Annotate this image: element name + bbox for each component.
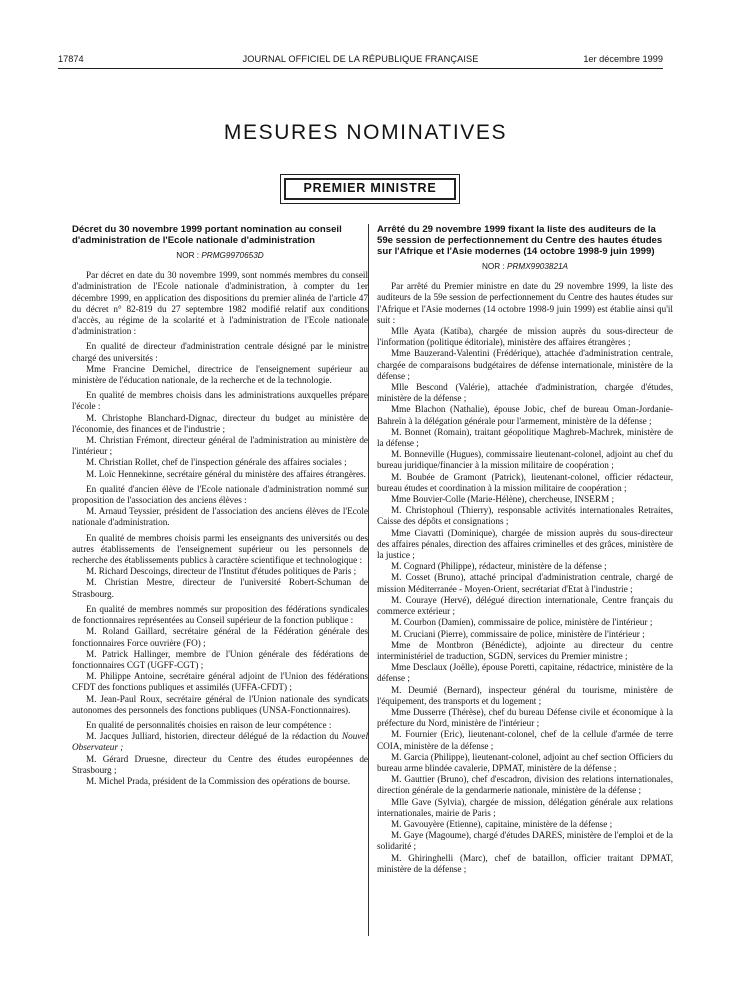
list-item: Mme Dusserre (Thérèse), chef du bureau Défense civile et économique à la préfecture du Nord, ministère de l'intérieur ; <box>377 706 673 729</box>
right-column <box>377 224 673 875</box>
list-item: M. Courbon (Damien), commissaire de police, ministère de l'intérieur ; <box>391 617 653 628</box>
list-item: M. Ghiringhelli (Marc), chef de bataillon, officier traitant DPMAT, ministère de la défense ; <box>377 852 673 874</box>
list-item: Mme Blachon (Nathalie), épouse Jobic, chef de bureau Oman-Jordanie-Bahreïn à la délégation générale pour l'armement, ministère de la défense ; <box>377 404 673 426</box>
list-item: Mlle Gave (Sylvia), chargée de mission, délégation générale aux relations internationales, mairie de Paris ; <box>377 796 673 818</box>
ministry-box <box>280 174 460 204</box>
paragraph: M. Christian Rollet, chef de l'inspection générale des affaires sociales ; <box>86 457 347 468</box>
paragraph: En qualité de membres choisis dans les administrations auxquelles prépare l'école : <box>72 390 368 412</box>
paragraph: Par arrêté du Premier ministre en date du 29 novembre 1999, la liste des auditeurs de la 59e session de perfectionnement du Centre des hautes études sur l'Afrique et l'Asie modernes (14 octobre 1998-9 juin 1999) est établie ainsi qu'il suit : <box>377 281 673 325</box>
nor-code: PRMX9903821A <box>507 262 569 271</box>
paragraph: M. Loïc Hennekinne, secrétaire général du ministère des affaires étrangères. <box>86 468 366 479</box>
list-item: M. Bonnet (Romain), traitant géopolitique Maghreb-Machrek, ministère de la défense ; <box>377 426 673 449</box>
page-header <box>58 54 663 68</box>
paragraph: M. Philippe Antoine, secrétaire général adjoint de l'Union des fédérations CFDT des fonctions publiques et assimilés (UFFA-CFDT) ; <box>72 671 368 693</box>
journal-title: JOURNAL OFFICIEL DE LA RÉPUBLIQUE FRANÇAISE <box>242 54 479 64</box>
list-item: M. Gaye (Magoume), chargé d'études DARES, ministère de l'emploi et de la solidarité ; <box>377 830 673 852</box>
decree-title: Décret du 30 novembre 1999 portant nomination au conseil d'administration de l'Ecole nationale d'administration <box>72 224 342 246</box>
list-item: Mme Ciavatti (Dominique), chargée de mission auprès du sous-directeur des affaires pénales, direction des affaires criminelles et des grâces, ministère de la justice ; <box>377 527 673 561</box>
paragraph: M. Roland Gaillard, secrétaire général de la Fédération générale des fonctionnaires Force ouvrière (FO) ; <box>72 626 368 648</box>
paragraph: Par décret en date du 30 novembre 1999, sont nommés membres du conseil d'administration de l'Ecole nationale d'administration, à compter du 1er décembre 1999, en application des dispositions du premier alinéa de l'article 47 du décret n° 82-819 du 27 septembre 1982 modifié relatif aux conditions d'accès, au régime de la scolarité et à l'administration de l'Ecole nationale d'administration : <box>72 270 368 337</box>
nor-reference <box>72 250 368 261</box>
ministry-box-label: PREMIER MINISTRE <box>284 178 456 200</box>
list-item: M. Gavouyère (Etienne), capitaine, ministère de la défense ; <box>391 818 613 829</box>
paragraph: M. Christophe Blanchard-Dignac, directeur du budget au ministère de l'économie, des finances et de l'industrie ; <box>72 412 368 434</box>
list-item: M. Gauttier (Bruno), chef d'escadron, division des relations internationales, direction générale de la gendarmerie nationale, ministère de la défense ; <box>377 774 673 796</box>
list-item: M. Deumié (Bernard), inspecteur général du tourisme, ministère de l'équipement, des transports et du logement ; <box>377 684 673 706</box>
column-divider <box>368 224 369 936</box>
paragraph: Mme Francine Demichel, directrice de l'enseignement supérieur au ministère de l'éducation nationale, de la recherche et de la technologie. <box>72 363 368 386</box>
list-item: M. Cruciani (Pierre), commissaire de police, ministère de l'intérieur ; <box>391 628 645 639</box>
list-item: Mlle Bescond (Valérie), attachée d'administration, chargée d'études, ministère de la défense ; <box>377 382 673 404</box>
list-item: Mme Desclaux (Joëlle), épouse Poretti, capitaine, rédactrice, ministère de la défense ; <box>377 662 673 684</box>
list-item: Mme Bouvier-Colle (Marie-Hélène), chercheuse, INSERM ; <box>391 494 615 505</box>
list-item: M. Cognard (Philippe), rédacteur, ministère de la défense ; <box>391 561 607 572</box>
paragraph-julliard <box>72 731 368 753</box>
paragraph: M. Christian Mestre, directeur de l'université Robert-Schuman de Strasbourg. <box>72 577 368 599</box>
nor-reference <box>377 261 673 272</box>
issue-date: 1er décembre 1999 <box>583 54 663 64</box>
list-item: M. Fournier (Eric), lieutenant-colonel, chef de la cellule d'armée de terre COIA, ministère de la défense ; <box>377 729 673 751</box>
list-item: M. Garcia (Philippe), lieutenant-colonel, adjoint au chef section Officiers du bureau arme blindée cavalerie, DPMAT, ministère de la défense ; <box>377 751 673 773</box>
list-item: Mme de Montbron (Bénédicte), adjointe au directeur du centre interministériel de traduction, SGDN, services du Premier ministre ; <box>377 639 673 661</box>
list-item: M. Christophoul (Thierry), responsable activités internationales Retraites, Caisse des dépôts et consignations ; <box>377 505 673 527</box>
paragraph: M. Arnaud Teyssier, président de l'association des anciens élèves de l'Ecole nationale d'administration. <box>72 506 368 528</box>
julliard-publication: Nouvel Observateur ; <box>72 731 368 753</box>
page-number: 17874 <box>58 54 84 64</box>
arrete-title: Arrêté du 29 novembre 1999 fixant la liste des auditeurs de la 59e session de perfectionnement du Centre des hautes études sur l'Afrique et l'Asie modernes (14 octobre 1998-9 juin 1999) <box>377 224 663 257</box>
paragraph: M. Patrick Hallinger, membre de l'Union générale des fédérations de fonctionnaires CGT (UGFF-CGT) ; <box>72 648 368 670</box>
paragraph: En qualité de membres choisis parmi les enseignants des universités ou des autres établissements de l'enseignement supérieur ou les personnels de recherche des établissements publics à caractère scientifique et technologique : <box>72 532 368 566</box>
paragraph: M. Christian Frémont, directeur général de l'administration au ministère de l'intérieur ; <box>72 435 368 457</box>
list-item: M. Bonneville (Hugues), commissaire lieutenant-colonel, adjoint au chef du bureau juridique/financier à la mission militaire de coopération ; <box>377 449 673 471</box>
paragraph: En qualité d'ancien élève de l'Ecole nationale d'administration nommé sur proposition de l'association des anciens élèves : <box>72 483 368 506</box>
list-item: M. Boubée de Gramont (Patrick), lieutenant-colonel, officier rédacteur, bureau études et coordination à la mission militaire de coopération ; <box>377 471 673 493</box>
paragraph: M. Gérard Druesne, directeur du Centre des études européennes de Strasbourg ; <box>72 753 368 775</box>
paragraph: M. Richard Descoings, directeur de l'Institut d'études politiques de Paris ; <box>86 566 357 577</box>
list-item: Mme Bauzerand-Valentini (Frédérique), attachée d'administration centrale, chargée de comparaisons budgétaires de défense internationale, ministère de la défense ; <box>377 348 673 381</box>
list-item: M. Couraye (Hervé), délégué direction internationale, Centre français du commerce extérieur ; <box>377 594 673 617</box>
header-rule <box>58 68 663 69</box>
paragraph: En qualité de directeur d'administration centrale désigné par le ministre chargé des universités : <box>72 341 368 363</box>
paragraph: M. Jean-Paul Roux, secrétaire général de l'Union nationale des syndicats autonomes des personnels des fonctions publiques (UNSA-Fonctionnaires). <box>72 693 368 715</box>
paragraph: En qualité de membres nommés sur proposition des fédérations syndicales de fonctionnaires représentées au Conseil supérieur de la fonction publique : <box>72 603 368 626</box>
section-title: MESURES NOMINATIVES <box>223 121 508 144</box>
list-item: M. Cosset (Bruno), attaché principal d'administration centrale, chargé de mission Méditerranée - Moyen-Orient, secrétariat d'Etat à l'industrie ; <box>377 572 673 594</box>
julliard-text: M. Jacques Julliard, historien, directeur délégué de la rédaction du <box>86 731 339 742</box>
paragraph: M. Michel Prada, président de la Commission des opérations de bourse. <box>86 775 351 786</box>
left-column <box>72 224 368 787</box>
nor-code: PRMG9970653D <box>201 251 264 260</box>
list-item: Mlle Ayata (Katiba), chargée de mission auprès du sous-directeur de l'information (politique éditoriale), ministère des affaires étrangères ; <box>377 326 673 348</box>
nor-label: NOR : <box>481 262 505 271</box>
nor-label: NOR : <box>176 251 200 260</box>
paragraph: En qualité de personnalités choisies en raison de leur compétence : <box>86 719 332 730</box>
